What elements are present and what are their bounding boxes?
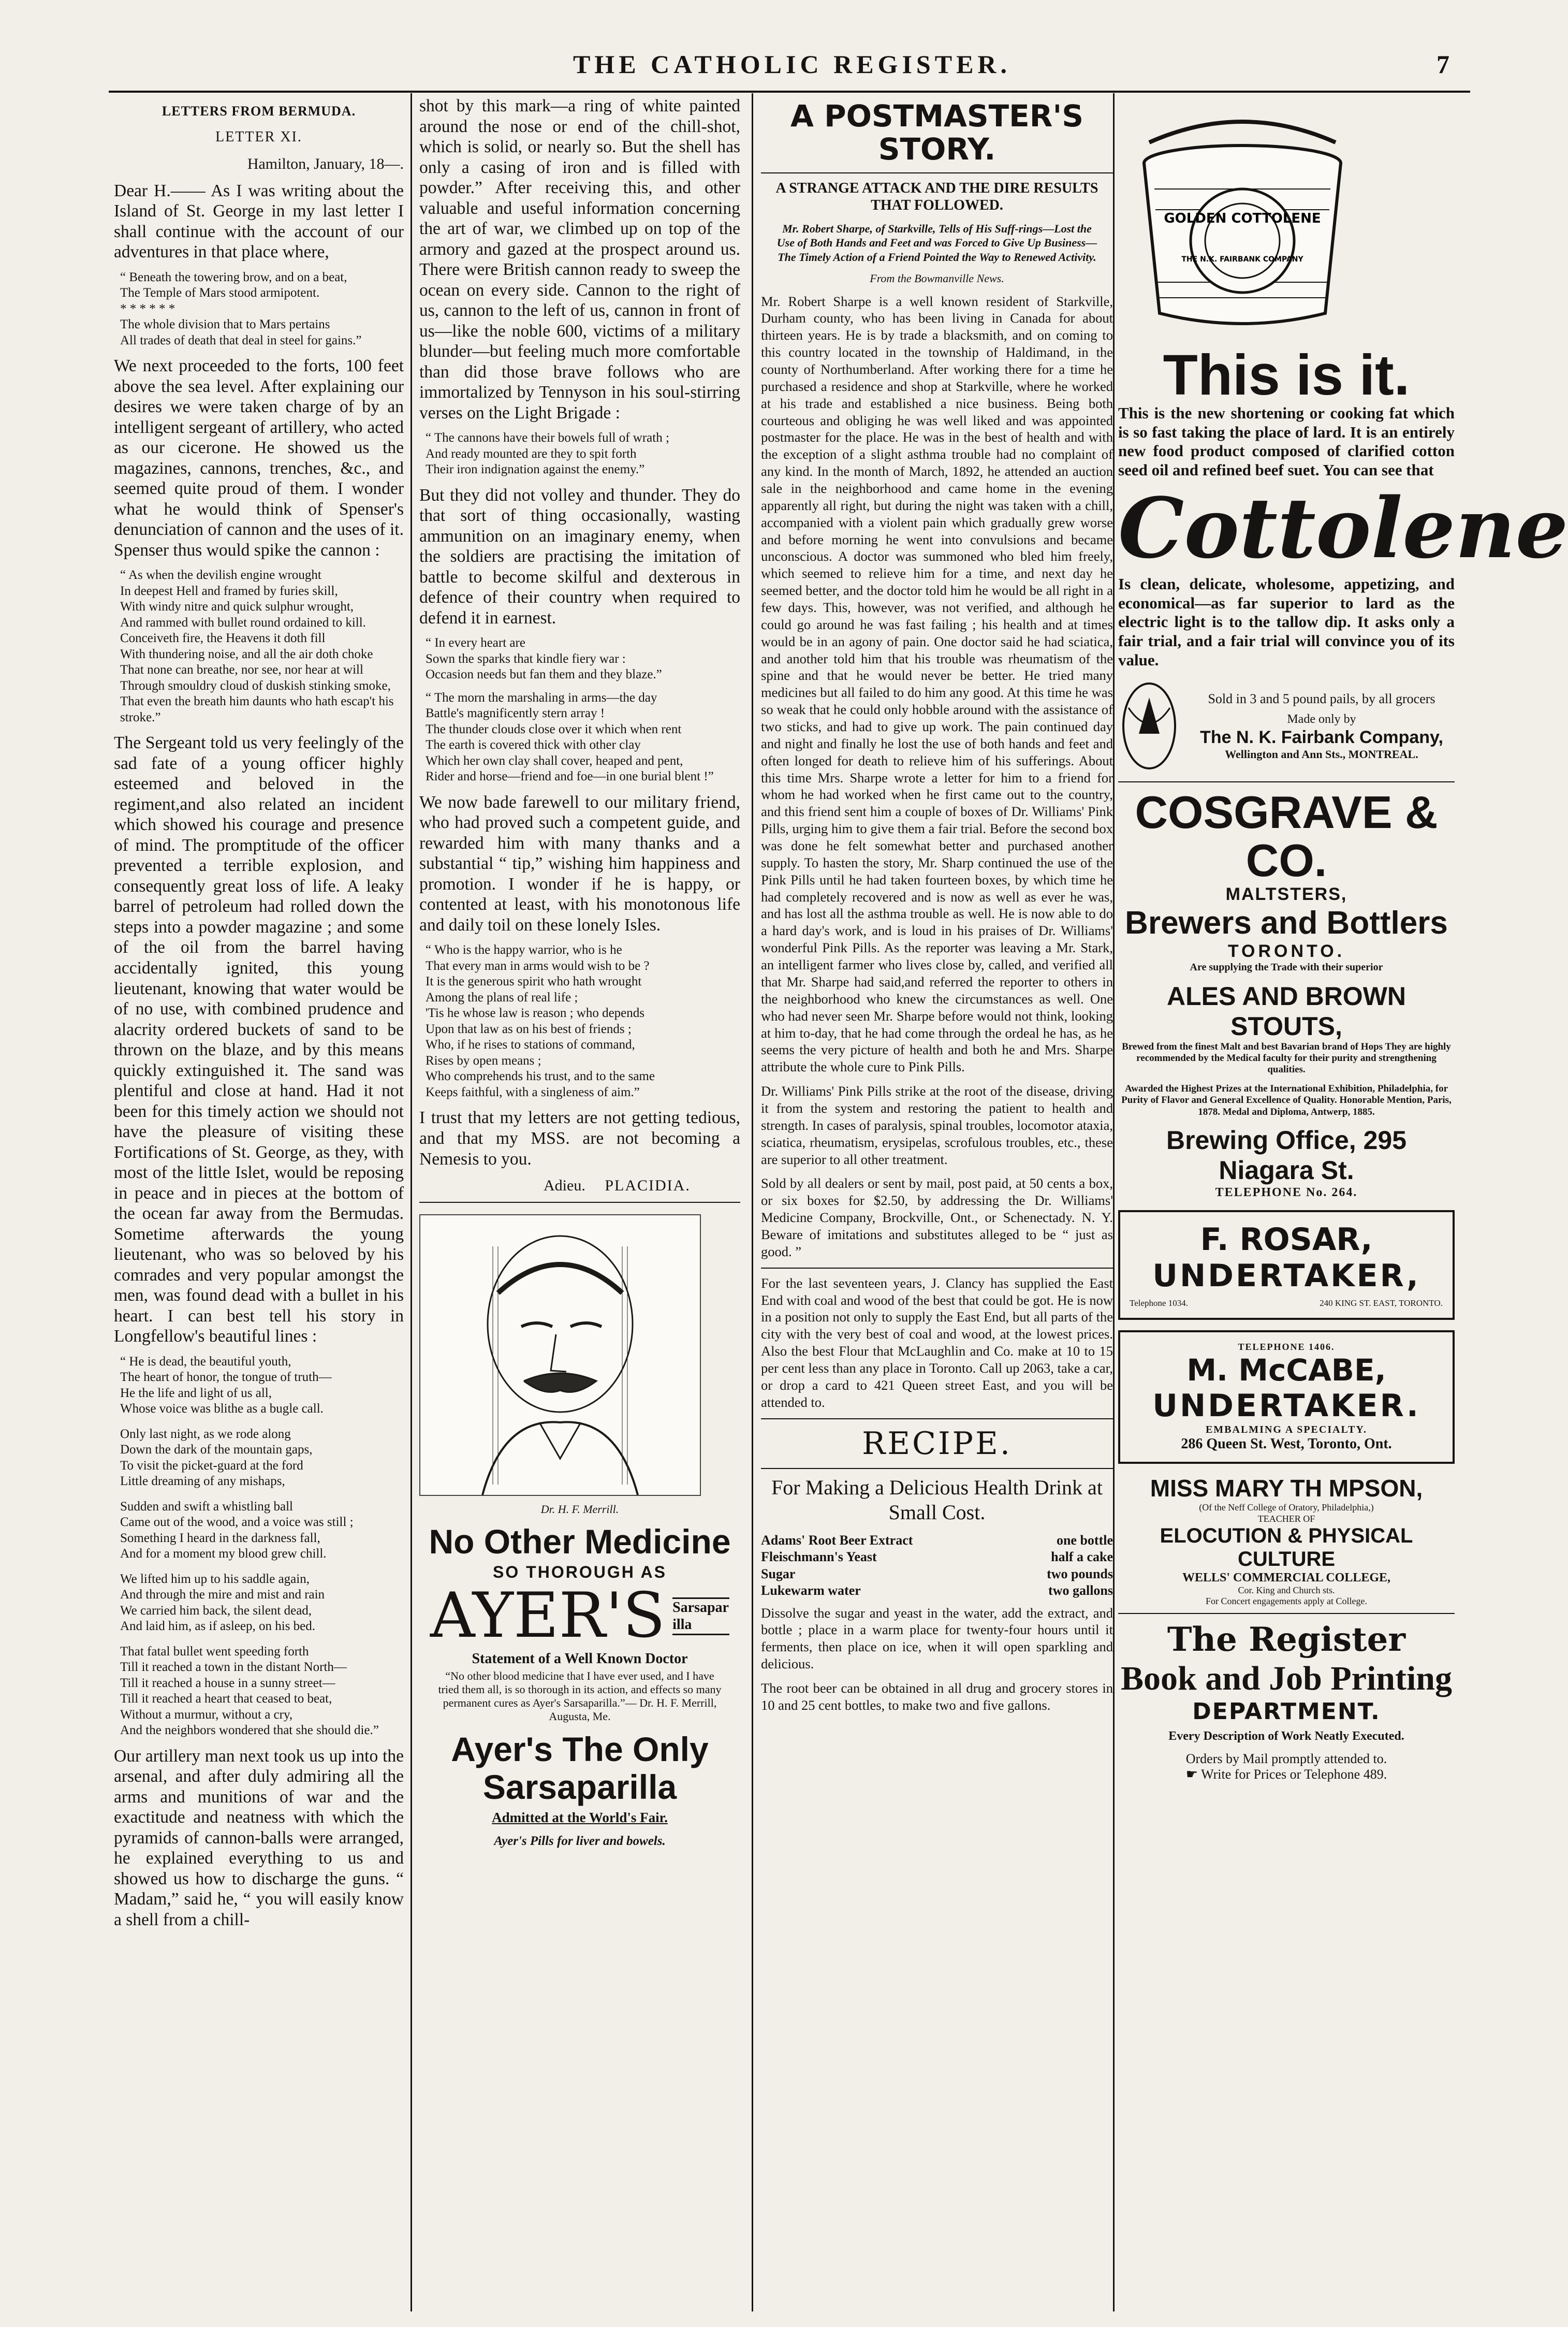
postmaster-subhead: A STRANGE ATTACK AND THE DIRE RESULTS THAT FOLLOWED. xyxy=(775,180,1098,214)
column-rule xyxy=(1113,93,1115,2311)
register-name: The Register xyxy=(1167,1620,1406,1660)
verse-line: In deepest Hell and framed by furies skill, xyxy=(120,584,338,598)
ayer-advertisement xyxy=(419,1209,740,1849)
cosgrave-brewed: Brewed from the finest Malt and best Bavarian brand of Hops They are highly recommended by the Medical faculty for their purity and strengthening qualities. xyxy=(1122,1041,1451,1075)
verse-line: Battle's magnificently stern array ! xyxy=(426,706,605,721)
verse-line: “ In every heart are xyxy=(426,636,525,650)
postmaster-source: From the Bowmanville News. xyxy=(870,272,1004,285)
ayer-statement: Statement of a Well Known Doctor xyxy=(472,1651,688,1667)
verse-3 xyxy=(120,1354,404,1739)
thompson-name: MISS MARY TH MPSON, xyxy=(1150,1475,1423,1502)
cosgrave-brewers: Brewers and Bottlers xyxy=(1125,905,1448,941)
paragraph: Mr. Robert Sharpe is a well known resident of Starkville, Durham county, who has been living in Canada for about thirteen years. He is by trade a blacksmith, and on coming to this country located in the township of Haldimand, in the county of Northumberland. After working there for a time he purchased a residence and shop at Starkville, where he worked at his trade and established a nice business. Being both courteous and obliging he was well liked and was appointed postmaster for the place. He was in the best of health and with the exception of a slight asthma trouble had no complaint of any kind. In the month of March, 1892, he attended an auction sale in the neighborhood and came home in the evening apparently all right, but during the night was taken with a chill, accompanied with a violent pain which gradually grew worse and before morning he went into convulsions and became unconscious. A doctor was summoned who bled him freely, which seemed to relieve him for a time, and next day he seemed better, and the doctor told him he would be all right in a few days. This, however, was not verified, and although he could go around he was fast failing ; his health and at times would be in an agony of pain. One doctor said he had sciatica, and another told him that his trouble was rheumatism of the spine and that he would never be better. He tried many medicines but all failed to do him any good. At this time he was so weak that he could only hobble around with the assistance of two sticks, and had to give up work. The pain continued day and night and finally he lost the use of both hands and feet and often longed for death to relieve him of his sufferings. About this time Mrs. Sharpe wrote a letter for him to a friend for whom he had worked when he first came out to the country, and this friend sent him a couple of boxes of Dr. Williams' Pink Pills, urging him to give them a fair trial. Before the second box was done he felt somewhat better and purchased another supply. To hasten the story, Mr. Sharp continued the use of the Pink Pills until he had taken fourteen boxes, by which time he had completely recovered and is now as well as ever he was, and has lost all the asthma trouble as well. He is now able to do a hard day's work, and is loud in his praises of Dr. Williams' wonderful Pink Pills. As the reporter was leaving a Mr. Stark, an intelligent farmer who lives close by, called, and verified all that Mr. Sharpe had said,and referred the reporter to others in the neighborhood who knew the circumstances as well. One who had never seen Mr. Sharpe before would not think, looking at him to-day, that he had come through the ordeal he has, as he seems the very picture of health and both he and Mrs. Sharpe attribute the whole cure to Pink Pills. xyxy=(761,293,1113,1075)
cottolene-made-by: Made only by xyxy=(1287,712,1356,726)
thompson-wells: WELLS' COMMERCIAL COLLEGE, xyxy=(1182,1570,1391,1584)
mccabe-address: 286 Queen St. West, Toronto, Ont. xyxy=(1181,1436,1392,1452)
verse-line: It is the generous spirit who hath wrought xyxy=(426,975,642,989)
column-bermuda xyxy=(114,96,404,2306)
verse-line: “ As when the devilish engine wrought xyxy=(120,568,321,583)
register-department: DEPARTMENT. xyxy=(1192,1698,1381,1725)
sign-name: PLACIDIA. xyxy=(605,1177,691,1195)
mccabe-specialty: EMBALMING A SPECIALTY. xyxy=(1205,1424,1368,1436)
doctor-portrait-illustration xyxy=(419,1214,701,1496)
ayer-admitted: Admitted at the World's Fair. xyxy=(492,1810,668,1826)
verse-line: “ The cannons have their bowels full of wrath ; xyxy=(426,431,669,445)
verse-4 xyxy=(426,430,740,478)
column-rule xyxy=(752,93,753,2311)
verse-line: 'Tis he whose law is reason ; who depends xyxy=(426,1006,644,1021)
verse-1 xyxy=(120,270,404,349)
cottolene-address: Wellington and Ann Sts., MONTREAL. xyxy=(1225,747,1418,761)
verse-line: The Temple of Mars stood armipotent. xyxy=(120,286,320,300)
verse-line: We lifted him up to his saddle again, xyxy=(120,1572,310,1586)
cottolene-body: Is clean, delicate, wholesome, appetizing, and economical—as far superior to lard as the electric light is to the tallow dip. It asks only a fair trial, and a fair trial will convince you of its value. xyxy=(1118,575,1455,669)
sign-adieu: Adieu. xyxy=(544,1177,585,1195)
thompson-address: Cor. King and Church sts. xyxy=(1238,1584,1335,1595)
register-book: Book and Job Printing xyxy=(1120,1660,1453,1698)
column-advertisements xyxy=(1118,96,1568,2306)
ingredient-qty: two pounds xyxy=(1047,1566,1113,1581)
header-rule xyxy=(109,91,1470,93)
postmaster-deck: Mr. Robert Sharpe, of Starkville, Tells of His Suff-rings—Lost the Use of Both Hands and Feet and was Forced to Give Up Business—The Timely Action of a Friend Pointed the Way to Renewed Activity. xyxy=(776,222,1097,264)
verse-5 xyxy=(426,635,740,785)
cosgrave-maltsters: MALTSTERS, xyxy=(1225,884,1347,904)
register-write: ☛ Write for Prices or Telephone 489. xyxy=(1185,1767,1387,1782)
verse-line: We carried him back, the silent dead, xyxy=(120,1603,312,1618)
cottolene-advertisement xyxy=(1118,96,1568,775)
ayer-quote: “No other blood medicine that I have ever used, and I have tried them all, is so thorough in its action, and effects so many permanent cures as Ayer's Sarsaparilla.”— Dr. H. F. Merrill, Augusta, Me. xyxy=(438,1669,722,1723)
divider xyxy=(761,1268,1113,1269)
verse-line: And laid him, as if asleep, on his bed. xyxy=(120,1619,316,1634)
ayer-brand-row xyxy=(419,1580,740,1652)
verse-line: With thundering noise, and all the air doth choke xyxy=(120,647,373,661)
verse-line: * * * * * * xyxy=(120,301,175,316)
verse-line: To visit the picket-guard at the ford xyxy=(120,1458,303,1473)
verse-line: Rider and horse—friend and foe—in one burial blent !” xyxy=(426,769,714,784)
ayer-brand-side: Sarsaparilla xyxy=(672,1597,729,1635)
verse-line: Till it reached a house in a sunny street— xyxy=(120,1676,335,1690)
cottolene-tin-illustration xyxy=(1118,106,1367,334)
verse-6 xyxy=(426,942,740,1100)
verse-line: Upon that law as on his best of friends ; xyxy=(426,1022,632,1036)
ingredient-name: Adams' Root Beer Extract xyxy=(761,1532,913,1548)
ingredient-name: Sugar xyxy=(761,1566,796,1581)
verse-2 xyxy=(120,568,404,725)
paragraph: Our artillery man next took us up into the arsenal, and after duly admiring all the arms and munitions of war and the exactitude and neatness with which the pyramids of cannon-balls were arranged, he explained everything to us and showed us how to discharge the guns. “ Madam,” said he, “ you will easily know a shell from a chill- xyxy=(114,1746,404,1929)
recipe-heading: RECIPE. xyxy=(862,1425,1012,1462)
rosar-trade: UNDERTAKER, xyxy=(1152,1258,1420,1295)
verse-line: That none can breathe, nor see, nor hear at will xyxy=(120,663,363,677)
verse-line: The earth is covered thick with other clay xyxy=(426,738,641,752)
verse-line: “ Beneath the towering brow, and on a beat, xyxy=(120,270,347,284)
paragraph: The Sergeant told us very feelingly of the sad fate of a young officer highly esteemed and beloved in the regiment,and also related an incident which showed his courage and presence of mind. The promptitude of the officer prevented a terrible explosion, and consequently great loss of life. A leaky barrel of petroleum had rolled down the steps into a powder magazine ; and some of the oil from the barrel having accidentally ignited, this young lieutenant, knowing that water would be of no use, with combined prudence and alacrity ordered buckets of sand to be thrown on the blaze, and by this means quickly extinguished it. The sand was plentiful and close at hand. Had it not been for this timely action we should not have the pleasure of visiting these Fortifications of St. George, as they, with most of the little Islet, would be reposing in peace and in pieces at the bottom of the ocean far away from the Bermudas. Sometime afterwards the young lieutenant, who was so beloved by his comrades and very popular amongst the men, was found dead with a bullet in his heart. I can best tell his story in Longfellow's beautiful lines : xyxy=(114,733,404,1346)
cottolene-company: The N. K. Fairbank Company, xyxy=(1200,727,1443,747)
verse-line: And for a moment my blood grew chill. xyxy=(120,1547,327,1561)
paragraph: The root beer can be obtained in all drug and grocery stores in 10 and 25 cent bottles, to make two and five gallons. xyxy=(761,1680,1113,1713)
verse-line: Till it reached a heart that ceased to beat, xyxy=(120,1692,332,1706)
verse-line: The whole division that to Mars pertains xyxy=(120,317,330,332)
cosgrave-awarded: Awarded the Highest Prizes at the International Exhibition, Philadelphia, for Purity of Flavor and General Excellence of Quality. Honorable Mention, Paris, 1878. Medal and Diploma, Antwerp, 1885. xyxy=(1121,1083,1452,1117)
rosar-phone: Telephone 1034. xyxy=(1130,1298,1189,1308)
verse-line: And through the mire and mist and rain xyxy=(120,1588,325,1602)
letter-number: LETTER XI. xyxy=(215,129,302,146)
thompson-teacher: TEACHER OF xyxy=(1257,1513,1315,1524)
thompson-subject: ELOCUTION & PHYSICAL CULTURE xyxy=(1160,1524,1413,1570)
verse-line: The heart of honor, the tongue of truth— xyxy=(120,1370,332,1385)
ingredient-row xyxy=(761,1549,1113,1566)
ingredient-qty: half a cake xyxy=(1051,1549,1113,1565)
tin-maker: THE N.K. FAIRBANK COMPANY xyxy=(1181,255,1303,264)
register-every: Every Description of Work Neatly Executed. xyxy=(1168,1729,1404,1743)
verse-line: Till it reached a town in the distant North— xyxy=(120,1660,347,1675)
ingredient-qty: one bottle xyxy=(1056,1532,1113,1548)
verse-line: Only last night, as we rode along xyxy=(120,1427,291,1441)
mccabe-name: M. McCABE, xyxy=(1186,1352,1386,1388)
paragraph: We next proceeded to the forts, 100 feet above the sea level. After explaining our desires we were taken charge of by an intelligent sergeant of artillery, who acted as our cicerone. He showed us the magazines, cannons, trenches, &c., and seemed quite proud of them. I wonder what he would think of Spenser's denunciation of cannon and the uses of it. Spenser thus would spike the cannon : xyxy=(114,356,404,560)
verse-line: And rammed with bullet round ordained to kill. xyxy=(120,615,366,630)
verse-line: Among the plans of real life ; xyxy=(426,990,578,1005)
ingredient-name: Lukewarm water xyxy=(761,1583,861,1598)
recipe-subhead: For Making a Delicious Health Drink at Small Cost. xyxy=(771,1475,1103,1524)
ayer-headline: No Other Medicine xyxy=(429,1522,731,1561)
tin-label: GOLDEN COTTOLENE xyxy=(1164,211,1321,226)
verse-line: Something I heard in the darkness fall, xyxy=(120,1531,320,1545)
clancy-notice: For the last seventeen years, J. Clancy has supplied the East End with coal and wood of the best that could be got. He is now in a position not only to supply the East End, but all parts of the city with the very best of coal and wood, at the lowest prices. Also the best Flour that McLaughlin and Co. make at 10 to 15 per cent less than any place in Toronto. Call up 2063, take a car, or drop a card to 421 Queen street East, and you will be attended to. xyxy=(761,1275,1113,1410)
column-rule xyxy=(411,93,412,2311)
verse-line: He the life and light of us all, xyxy=(120,1386,272,1400)
rosar-address: 240 KING ST. EAST, TORONTO. xyxy=(1320,1298,1443,1308)
cosgrave-supplying: Are supplying the Trade with their superior xyxy=(1190,961,1383,973)
paragraph: We now bade farewell to our military friend, who had proved such a competent guide, and rewarded him with many thanks and a substantial “ tip,” wishing him happiness and promotion. I wonder if he is happy, or contented at least, with his monotonous life and daily toil on these lonely Isles. xyxy=(419,792,740,935)
letters-heading: LETTERS FROM BERMUDA. xyxy=(162,104,356,119)
ayer-pills: Ayer's Pills for liver and bowels. xyxy=(494,1834,666,1848)
verse-line: All trades of death that deal in steel for gains.” xyxy=(120,333,362,347)
verse-line: Little dreaming of any mishaps, xyxy=(120,1474,285,1489)
paragraph: But they did not volley and thunder. They do that sort of thing occasionally, wasting ammunition on an imaginary enemy, when the soldiers are practising the imitation of battle to become skilful and dexterous in defence of their country when required to defend it in earnest. xyxy=(419,485,740,628)
cosgrave-ales: ALES AND BROWN STOUTS, xyxy=(1166,981,1406,1041)
verse-line: That every man in arms would wish to be ? xyxy=(426,958,650,973)
cottolene-intro: This is the new shortening or cooking fat which is so fast taking the place of lard. It is an entirely new food product composed of clarified cotton seed oil and refined beef suet. You can see that xyxy=(1118,404,1455,479)
column-postmaster xyxy=(761,96,1113,2306)
cottolene-headline: This is it. xyxy=(1163,343,1410,407)
postmaster-headline: A POSTMASTER'S STORY. xyxy=(790,98,1083,167)
verse-line: Through smouldry cloud of duskish stinking smoke, xyxy=(120,678,391,693)
rosar-footer xyxy=(1130,1298,1443,1308)
cottolene-maker-text xyxy=(1189,691,1455,761)
page-number: 7 xyxy=(1437,50,1449,79)
divider xyxy=(419,1202,740,1203)
verse-line: With windy nitre and quick sulphur wrought, xyxy=(120,600,354,614)
rosar-advertisement xyxy=(1118,1210,1455,1320)
paragraph: Dr. Williams' Pink Pills strike at the root of the disease, driving it from the system and restoring the patient to health and strength. In cases of paralysis, spinal troubles, locomotor ataxia, sciatica, rheumatism, erysipelas, scrofulous troubles, etc., these are superior to all other treatment. xyxy=(761,1083,1113,1167)
ingredient-qty: two gallons xyxy=(1048,1583,1113,1598)
ayer-brand: AYER'S xyxy=(430,1580,666,1652)
verse-line: Without a murmur, without a cry, xyxy=(120,1707,293,1722)
verse-line: Sudden and swift a whistling ball xyxy=(120,1499,293,1514)
verse-line: That fatal bullet went speeding forth xyxy=(120,1644,309,1659)
paragraph: I trust that my letters are not getting tedious, and that my MSS. are not becoming a Nemesis to you. xyxy=(419,1108,740,1169)
cosgrave-name: COSGRAVE & CO. xyxy=(1135,787,1438,886)
verse-line: That even the breath him daunts who hath escap't his stroke.” xyxy=(120,694,394,724)
ingredient-row xyxy=(761,1582,1113,1599)
verse-line: Whose voice was blithe as a bugle call. xyxy=(120,1402,324,1416)
wreath-emblem-icon xyxy=(1118,677,1180,775)
divider xyxy=(761,1468,1113,1469)
verse-line: “ The morn the marshaling in arms—the day xyxy=(426,690,657,705)
verse-line: “ He is dead, the beautiful youth, xyxy=(120,1354,291,1369)
ayer-subhead: SO THOROUGH AS xyxy=(493,1563,667,1582)
paragraph: Sold by all dealers or sent by mail, post paid, at 50 cents a box, or six boxes for $2.50, by addressing the Dr. Williams' Medicine Company, Brockville, Ont., or Schenectady. N. Y. Beware of imitations and substitutes alleged to be “ just as good. ” xyxy=(761,1175,1113,1259)
verse-line: “ Who is the happy warrior, who is he xyxy=(426,943,622,957)
verse-line: Sown the sparks that kindle fiery war : xyxy=(426,651,626,666)
paragraph: Dissolve the sugar and yeast in the water, add the extract, and bottle ; place in a warm place for twenty-four hours until it ferments, then place on ice, when it will open sparkling and delicious. xyxy=(761,1605,1113,1672)
divider xyxy=(1118,781,1455,782)
cottolene-sold: Sold in 3 and 5 pound pails, by all grocers xyxy=(1208,691,1435,706)
mccabe-trade: UNDERTAKER. xyxy=(1152,1388,1420,1424)
mccabe-advertisement xyxy=(1118,1330,1455,1464)
portrait-caption: Dr. H. F. Merrill. xyxy=(540,1503,619,1516)
ingredient-name: Fleischmann's Yeast xyxy=(761,1549,877,1565)
ingredient-row xyxy=(761,1532,1113,1549)
cosgrave-phone: TELEPHONE No. 264. xyxy=(1215,1186,1358,1200)
cosgrave-office: Brewing Office, 295 Niagara St. xyxy=(1166,1126,1407,1185)
newspaper-title: THE CATHOLIC REGISTER. xyxy=(573,50,1012,79)
cottolene-maker-row xyxy=(1118,677,1455,775)
verse-line: Who, if he rises to stations of command, xyxy=(426,1038,635,1052)
signature xyxy=(419,1176,740,1195)
verse-line: The thunder clouds close over it which when rent xyxy=(426,722,682,736)
verse-line: Their iron indignation against the enemy.” xyxy=(426,462,645,477)
cosgrave-city: TORONTO. xyxy=(1227,941,1345,961)
recipe-ingredients xyxy=(761,1532,1113,1599)
mccabe-phone: TELEPHONE 1406. xyxy=(1238,1342,1335,1352)
thompson-college: (Of the Neff College of Oratory, Philadelphia,) xyxy=(1199,1502,1374,1513)
page-header xyxy=(135,49,1449,80)
paragraph: shot by this mark—a ring of white painted around the nose or end of the chill-shot, which is solid, or nearly so. But the shell has only a casing of iron and is filled with powder.” After receiving this, and other valuable and useful information concerning the art of war, we climbed up on top of the armory and gazed at the prospect around us. There were British cannon ready to sweep the ocean on every side. Cannon to the right of us, cannon to the left of us, cannon in front of us—like the noble 600, victims of a military blunder—but feeling much more comfortable than did those brave follows who are immortalized by Tennyson in his soul-stirring verses on the Light Brigade : xyxy=(419,96,740,423)
register-printing-advertisement xyxy=(1118,1620,1455,1783)
divider xyxy=(761,172,1113,173)
ayer-brand-line: Ayer's The Only Sarsaparilla xyxy=(451,1729,709,1806)
verse-line: Occasion needs but fan them and they blaze.” xyxy=(426,667,662,682)
rosar-name: F. ROSAR, xyxy=(1200,1221,1373,1258)
verse-line: Conceiveth fire, the Heavens it doth fill xyxy=(120,631,326,646)
column-bermuda-continued xyxy=(419,96,740,2306)
cottolene-brand: Cottolene xyxy=(1118,479,1568,577)
verse-line: And ready mounted are they to spit forth xyxy=(426,446,637,461)
verse-line: Came out of the wood, and a voice was still ; xyxy=(120,1515,354,1530)
thompson-advertisement xyxy=(1118,1474,1455,1607)
divider xyxy=(1118,1613,1455,1614)
divider xyxy=(761,1418,1113,1419)
verse-line: Rises by open means ; xyxy=(426,1053,541,1068)
verse-line: Down the dark of the mountain gaps, xyxy=(120,1443,313,1457)
register-orders: Orders by Mail promptly attended to. xyxy=(1185,1751,1387,1766)
dateline: Hamilton, January, 18—. xyxy=(247,155,404,173)
thompson-concert: For Concert engagements apply at College. xyxy=(1206,1596,1367,1607)
verse-line: And the neighbors wondered that she should die.” xyxy=(120,1723,379,1738)
verse-line: Who comprehends his trust, and to the same xyxy=(426,1069,655,1084)
ingredient-row xyxy=(761,1566,1113,1583)
verse-line: Which her own clay shall cover, heaped and pent, xyxy=(426,753,683,768)
paragraph: Dear H.—— As I was writing about the Island of St. George in my last letter I shall continue with the account of our adventures in that place where, xyxy=(114,181,404,262)
verse-line: Keeps faithful, with a singleness of aim.” xyxy=(426,1085,640,1099)
cosgrave-advertisement xyxy=(1118,789,1455,1200)
